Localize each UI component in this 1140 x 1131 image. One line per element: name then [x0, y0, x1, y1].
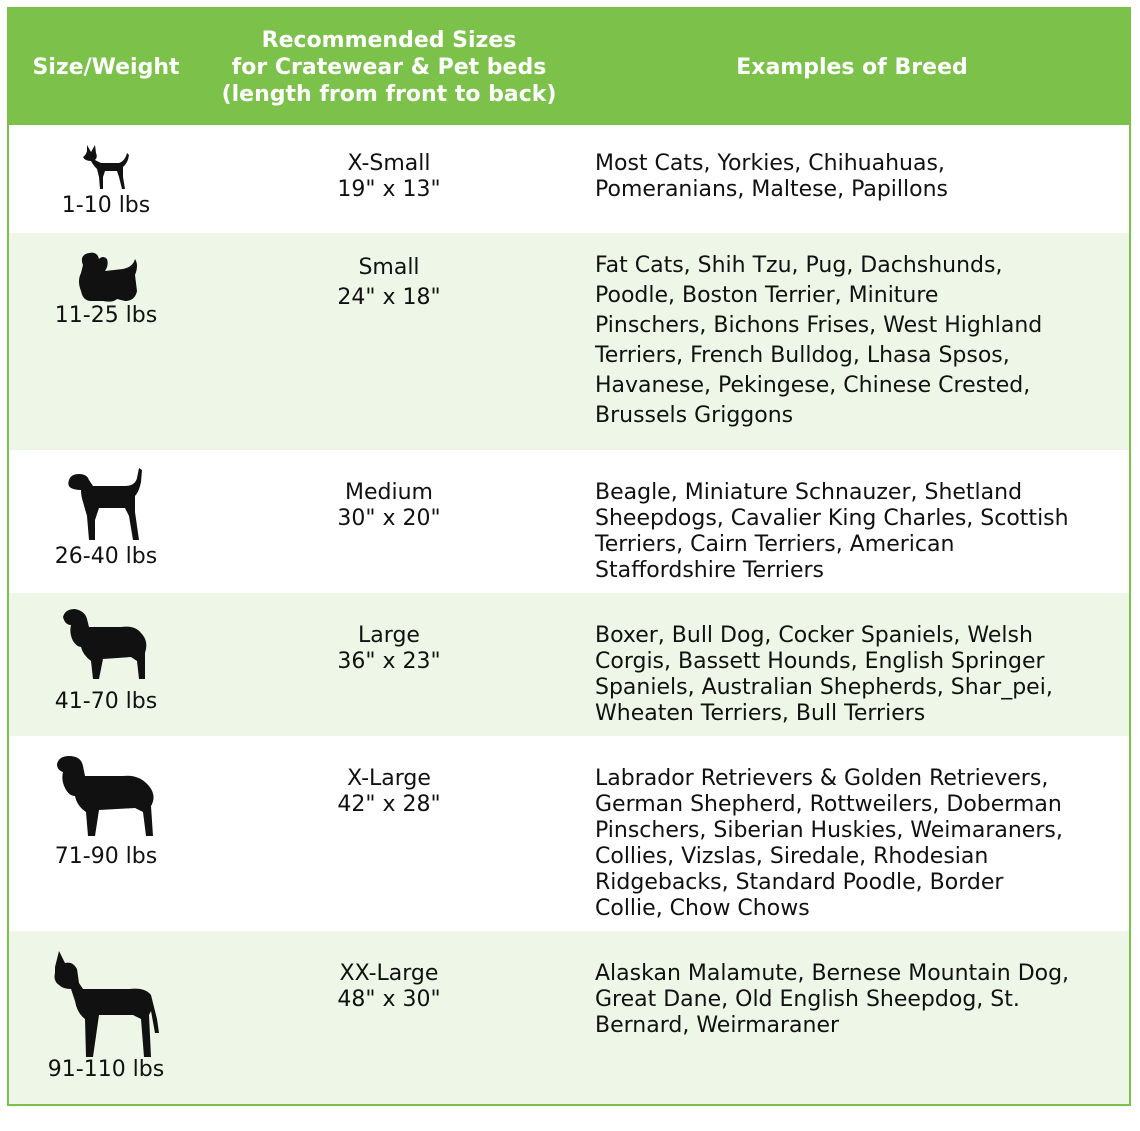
table-header: [9, 9, 1129, 125]
header-examples-of-breed: [575, 9, 1129, 125]
table-row: [9, 736, 1129, 931]
header-recommended-line-1: Recommended Sizes: [261, 27, 517, 53]
header-size-weight-label: Size/Weight: [32, 54, 180, 80]
header-recommended-sizes: [203, 9, 575, 125]
table-row: [9, 125, 1129, 233]
size-dimensions: 36" x 23": [337, 649, 441, 674]
size-dimensions: 48" x 30": [337, 987, 441, 1012]
beagle-silhouette-icon: [65, 468, 145, 544]
breed-examples-cell: [595, 151, 1115, 203]
breed-line: Havanese, Pekingese, Chinese Crested,: [595, 373, 1031, 398]
breed-line: Great Dane, Old English Sheepdog, St.: [595, 987, 1020, 1012]
size-weight-cell: [9, 736, 203, 931]
size-chart-table: [7, 7, 1131, 1106]
size-label: Large: [358, 623, 420, 648]
table-row: [9, 931, 1129, 1104]
breed-line: German Shepherd, Rottweilers, Doberman: [595, 792, 1062, 817]
breed-line: Wheaten Terriers, Bull Terriers: [595, 701, 926, 726]
breed-line: Spaniels, Australian Shepherds, Shar_pei,: [595, 675, 1053, 700]
table-row: [9, 233, 1129, 450]
recommended-size-cell: [203, 766, 575, 818]
size-label: Small: [358, 255, 420, 280]
chihuahua-silhouette-icon: [81, 143, 131, 191]
weight-label: 11-25 lbs: [54, 303, 158, 328]
breed-examples-cell: [595, 766, 1115, 922]
size-weight-cell: [9, 450, 203, 593]
breed-line: Ridgebacks, Standard Poodle, Border: [595, 870, 1004, 895]
weight-label: 71-90 lbs: [54, 844, 158, 869]
breed-examples-cell: [595, 623, 1115, 727]
size-weight-cell: [9, 125, 203, 233]
breed-line: Boxer, Bull Dog, Cocker Spaniels, Welsh: [595, 623, 1033, 648]
size-label: X-Small: [347, 151, 431, 176]
header-recommended-line-2: for Cratewear & Pet beds: [231, 54, 547, 80]
breed-line: Pinschers, Bichons Frises, West Highland: [595, 313, 1043, 338]
weight-label: 91-110 lbs: [47, 1057, 165, 1082]
size-weight-cell: [9, 593, 203, 736]
size-weight-cell: [9, 931, 203, 1104]
shih-tzu-silhouette-icon: [73, 251, 139, 303]
weight-label: 1-10 lbs: [61, 193, 151, 218]
size-dimensions: 30" x 20": [337, 506, 441, 531]
breed-line: Collie, Chow Chows: [595, 896, 810, 921]
header-examples-label: Examples of Breed: [736, 54, 968, 80]
breed-line: Fat Cats, Shih Tzu, Pug, Dachshunds,: [595, 253, 1003, 278]
breed-line: Poodle, Boston Terrier, Miniture: [595, 283, 939, 308]
great-dane-silhouette-icon: [49, 949, 161, 1061]
table-row: [9, 593, 1129, 736]
breed-examples-cell: [595, 251, 1115, 431]
breed-examples-cell: [595, 480, 1115, 584]
size-dimensions: 19" x 13": [337, 177, 441, 202]
breed-line: Collies, Vizslas, Siredale, Rhodesian: [595, 844, 989, 869]
breed-line: Pinschers, Siberian Huskies, Weimaraners,: [595, 818, 1063, 843]
breed-line: Sheepdogs, Cavalier King Charles, Scottish: [595, 506, 1069, 531]
recommended-size-cell: [203, 961, 575, 1013]
breed-line: Terriers, French Bulldog, Lhasa Spsos,: [595, 343, 1010, 368]
recommended-size-cell: [203, 253, 575, 313]
breed-examples-cell: [595, 961, 1115, 1039]
recommended-size-cell: [203, 151, 575, 203]
weight-label: 26-40 lbs: [54, 544, 158, 569]
table-row: [9, 450, 1129, 593]
header-recommended-line-3: (length from front to back): [221, 81, 557, 107]
weight-label: 41-70 lbs: [54, 689, 158, 714]
size-dimensions: 24" x 18": [337, 285, 441, 310]
header-size-weight: [9, 9, 203, 125]
breed-line: Most Cats, Yorkies, Chihuahuas,: [595, 151, 945, 176]
size-label: XX-Large: [339, 961, 439, 986]
breed-line: Staffordshire Terriers: [595, 558, 825, 583]
breed-line: Pomeranians, Maltese, Papillons: [595, 177, 949, 202]
breed-line: Bernard, Weirmaraner: [595, 1013, 840, 1038]
breed-line: Corgis, Bassett Hounds, English Springer: [595, 649, 1045, 674]
size-label: X-Large: [347, 766, 431, 791]
breed-line: Alaskan Malamute, Bernese Mountain Dog,: [595, 961, 1070, 986]
size-dimensions: 42" x 28": [337, 792, 441, 817]
breed-line: Labrador Retrievers & Golden Retrievers,: [595, 766, 1049, 791]
breed-line: Terriers, Cairn Terriers, American: [595, 532, 955, 557]
retriever-silhouette-icon: [53, 752, 157, 840]
size-label: Medium: [345, 480, 433, 505]
recommended-size-cell: [203, 480, 575, 532]
spaniel-silhouette-icon: [59, 607, 151, 683]
recommended-size-cell: [203, 623, 575, 675]
size-weight-cell: [9, 233, 203, 450]
breed-line: Brussels Griggons: [595, 403, 794, 428]
breed-line: Beagle, Miniature Schnauzer, Shetland: [595, 480, 1023, 505]
